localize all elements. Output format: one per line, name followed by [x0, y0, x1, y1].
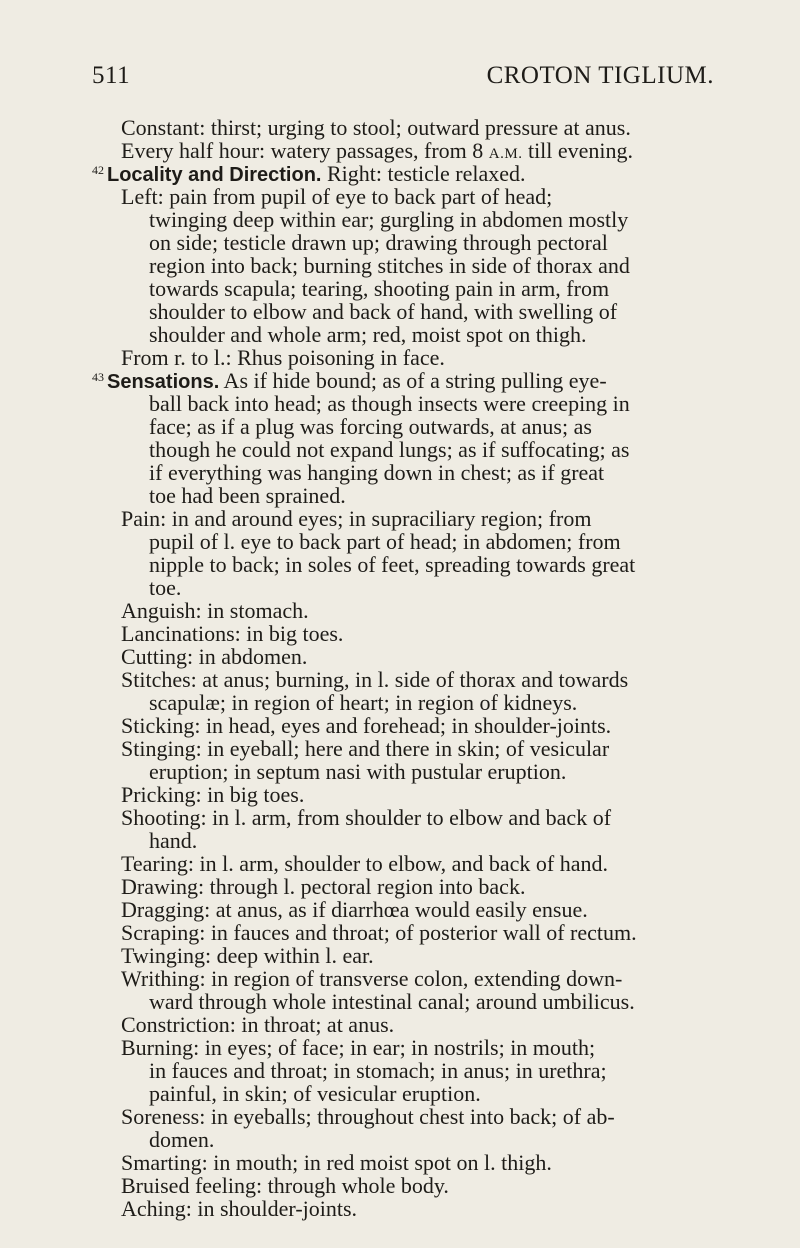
- line-text: face; as if a plug was forcing outwards, at anus; as: [149, 414, 592, 439]
- section-heading: Sensations.: [107, 371, 220, 393]
- line-text: Burning: in eyes; of face; in ear; in nostrils; in mouth;: [121, 1035, 596, 1060]
- line-text: painful, in skin; of vesicular eruption.: [149, 1081, 481, 1106]
- line-text: Scraping: in fauces and throat; of posterior wall of rectum.: [121, 920, 637, 945]
- line-text: Sticking: in head, eyes and forehead; in shoulder-joints.: [121, 713, 612, 738]
- line-text: Constant: thirst; urging to stool; outward pressure at anus.: [121, 115, 631, 140]
- text-line: [92, 1082, 722, 1105]
- line-text: Aching: in shoulder-joints.: [121, 1196, 358, 1221]
- line-text: domen.: [149, 1127, 215, 1152]
- line-text: Left: pain from pupil of eye to back part of head;: [121, 184, 553, 209]
- line-text: As if hide bound; as of a string pulling eye-: [219, 368, 607, 393]
- text-line: [92, 990, 722, 1013]
- line-text: toe had been sprained.: [149, 483, 346, 508]
- line-text: shoulder to elbow and back of hand, with swelling of: [149, 299, 618, 324]
- line-text: Cutting: in abdomen.: [121, 644, 308, 669]
- section-heading-line: [92, 162, 722, 185]
- text-line: [92, 875, 722, 898]
- paragraph-number: 43: [92, 370, 104, 384]
- text-line: [92, 277, 722, 300]
- text-line: [92, 967, 722, 990]
- line-text: Tearing: in l. arm, shoulder to elbow, and back of hand.: [121, 851, 609, 876]
- text-line: [92, 392, 722, 415]
- line-text: ward through whole intestinal canal; around umbilicus.: [149, 989, 635, 1014]
- line-text: nipple to back; in soles of feet, spreading towards great: [149, 552, 636, 577]
- line-text: though he could not expand lungs; as if suffocating; as: [149, 437, 630, 462]
- text-line: [92, 415, 722, 438]
- text-line: [92, 829, 722, 852]
- text-line: [92, 1197, 722, 1220]
- text-line: [92, 898, 722, 921]
- line-text: Stinging: in eyeball; here and there in skin; of vesicular: [121, 736, 610, 761]
- line-text: scapulæ; in region of heart; in region of kidneys.: [149, 690, 578, 715]
- text-line: [92, 139, 722, 162]
- line-text-continued: till evening.: [522, 138, 634, 163]
- text-line: [92, 599, 722, 622]
- text-line: [92, 553, 722, 576]
- text-line: [92, 1013, 722, 1036]
- line-text: ball back into head; as though insects were creeping in: [149, 391, 630, 416]
- line-text: region into back; burning stitches in side of thorax and: [149, 253, 630, 278]
- text-line: [92, 1128, 722, 1151]
- line-text: eruption; in septum nasi with pustular eruption.: [149, 759, 567, 784]
- line-text: in fauces and throat; in stomach; in anus; in urethra;: [149, 1058, 607, 1083]
- text-line: [92, 208, 722, 231]
- line-text: pupil of l. eye to back part of head; in abdomen; from: [149, 529, 621, 554]
- running-title: CROTON TIGLIUM.: [486, 62, 714, 89]
- line-text: Writhing: in region of transverse colon, extending down-: [121, 966, 623, 991]
- text-line: [92, 783, 722, 806]
- paragraph-number: 42: [92, 163, 104, 177]
- text-line: [92, 254, 722, 277]
- text-line: [92, 323, 722, 346]
- text-line: [92, 645, 722, 668]
- line-text: hand.: [149, 828, 198, 853]
- running-header: [92, 62, 714, 90]
- text-line: [92, 806, 722, 829]
- line-text: if everything was hanging down in chest; as if great: [149, 460, 605, 485]
- text-line: [92, 300, 722, 323]
- text-line: [92, 484, 722, 507]
- text-line: [92, 1151, 722, 1174]
- text-line: [92, 944, 722, 967]
- line-text: Soreness: in eyeballs; throughout chest into back; of ab-: [121, 1104, 615, 1129]
- text-line: [92, 231, 722, 254]
- line-text: Lancinations: in big toes.: [121, 621, 344, 646]
- section-heading-line: [92, 369, 722, 392]
- text-line: [92, 507, 722, 530]
- text-line: [92, 185, 722, 208]
- line-text: Right: testicle relaxed.: [321, 161, 526, 186]
- text-line: [92, 438, 722, 461]
- line-text: twinging deep within ear; gurgling in abdomen mostly: [149, 207, 629, 232]
- small-caps-text: A.M.: [488, 146, 523, 162]
- line-text: Stitches: at anus; burning, in l. side of thorax and towards: [121, 667, 629, 692]
- line-text: Pricking: in big toes.: [121, 782, 305, 807]
- text-line: [92, 1105, 722, 1128]
- line-text: From r. to l.: Rhus poisoning in face.: [121, 345, 445, 370]
- page-body: [92, 116, 722, 1220]
- section-heading: Locality and Direction.: [107, 164, 322, 186]
- text-line: [92, 852, 722, 875]
- text-line: [92, 714, 722, 737]
- text-line: [92, 1059, 722, 1082]
- line-text: Anguish: in stomach.: [121, 598, 309, 623]
- line-text: Dragging: at anus, as if diarrhœa would easily ensue.: [121, 897, 588, 922]
- text-line: [92, 622, 722, 645]
- text-line: [92, 116, 722, 139]
- line-text: Constriction: in throat; at anus.: [121, 1012, 395, 1037]
- text-line: [92, 576, 722, 599]
- text-line: [92, 668, 722, 691]
- page-number: 511: [92, 62, 131, 89]
- line-text: toe.: [149, 575, 182, 600]
- text-line: [92, 530, 722, 553]
- text-line: [92, 461, 722, 484]
- line-text: towards scapula; tearing, shooting pain in arm, from: [149, 276, 610, 301]
- line-text: Shooting: in l. arm, from shoulder to elbow and back of: [121, 805, 612, 830]
- text-line: [92, 1036, 722, 1059]
- text-line: [92, 691, 722, 714]
- line-text: Every half hour: watery passages, from 8: [121, 138, 489, 163]
- line-text: on side; testicle drawn up; drawing through pectoral: [149, 230, 608, 255]
- text-line: [92, 346, 722, 369]
- text-line: [92, 1174, 722, 1197]
- text-line: [92, 760, 722, 783]
- text-line: [92, 737, 722, 760]
- line-text: Bruised feeling: through whole body.: [121, 1173, 449, 1198]
- line-text: Drawing: through l. pectoral region into back.: [121, 874, 526, 899]
- line-text: Smarting: in mouth; in red moist spot on l. thigh.: [121, 1150, 552, 1175]
- line-text: shoulder and whole arm; red, moist spot on thigh.: [149, 322, 587, 347]
- line-text: Pain: in and around eyes; in supraciliary region; from: [121, 506, 592, 531]
- line-text: Twinging: deep within l. ear.: [121, 943, 374, 968]
- text-line: [92, 921, 722, 944]
